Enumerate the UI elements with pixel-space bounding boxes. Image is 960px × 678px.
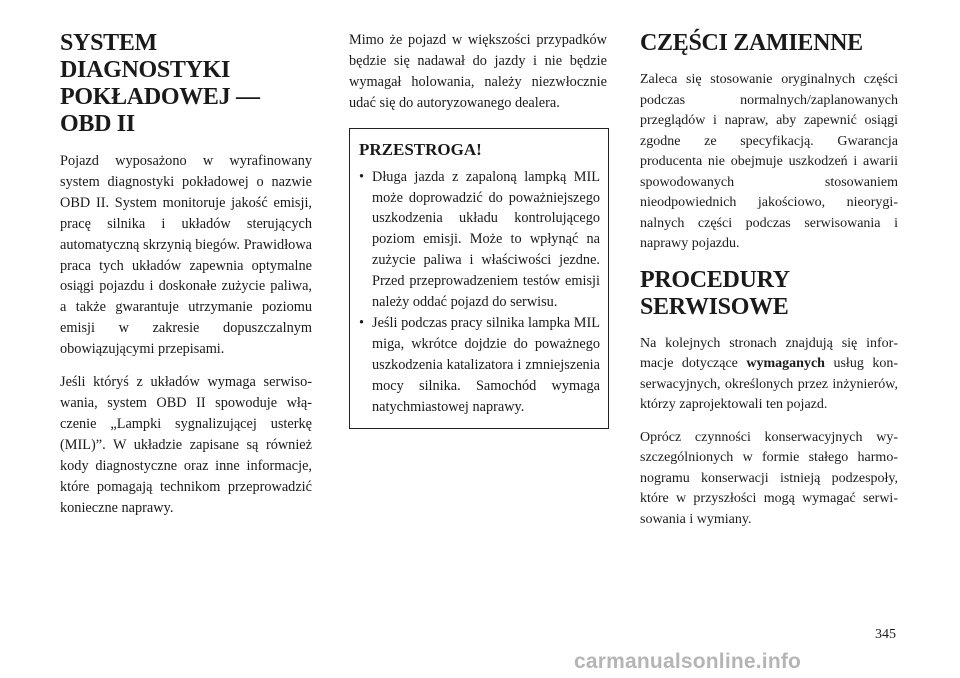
column-right	[640, 30, 898, 542]
title-line-2: POKŁADOWEJ — OBD II	[60, 84, 260, 137]
paragraph-obd-mil: Jeśli któryś z układów wymaga serwisowania, system OBD II spowoduje włączenie „Lampki sygnalizującej usterkę (MIL)”. W układzie zapisane są również kody diagnostyczne oraz inne informacje, które pomagają technikom przeprowadzić konieczne naprawy.	[60, 374, 312, 516]
section-title-procedures	[640, 267, 898, 321]
paragraph-procedures	[640, 334, 898, 416]
paragraph-obd-intro: Pojazd wyposażono w wyrafinowany system diagnostyki pokładowej o nazwie OBD II. System monitoruje jakość emisji, pracę silnika i układów sterujących automatyczną skrzynią biegów. Prawidłowa praca tych układów zapewnia optymalne osiągi pojazdu i doskonałe zużycie paliwa, a także gwarantuje utrzymanie poziomu emisji w zakresie dopuszczalnym obowiązującymi przepisami.	[60, 153, 312, 358]
caution-list	[359, 167, 600, 418]
title-line-1: PROCEDURY	[640, 266, 790, 293]
page-number: 345	[875, 627, 896, 642]
bullet-icon: •	[359, 314, 365, 331]
caution-title: PRZESTROGA!	[359, 139, 482, 159]
column-left	[60, 30, 312, 530]
title-line-2: SERWISOWE	[640, 293, 789, 320]
column-middle	[349, 30, 607, 429]
emphasis-required: wymaganych	[746, 356, 825, 371]
paragraph-components: Oprócz czynności konserwacyjnych wyszczególnionych w formie stałego harmonogramu konserwacji istnieją podzespoły, które w przyszłości mogą wymagać serwisowania i wymiany.	[640, 429, 898, 527]
paragraph-parts: Zaleca się stosowanie oryginalnych części podczas normalnych/zaplanowanych przeglądów i napraw, aby zapewnić osiągi zgodne ze specyfikacją. Gwarancja producenta nie obejmuje uszkodzeń i awarii spowodowanych stosowaniem nieodpowiednich jakościowo, nieoryginalnych części podczas serwisowania i naprawy pojazdu.	[640, 72, 898, 251]
paragraph-dealer: Mimo że pojazd w większości przypadków będzie się nadawał do jazdy i nie będzie wymagał holowania, należy niezwłocznie udać się do autoryzowanego dealera.	[349, 32, 607, 111]
caution-item-text: Jeśli podczas pracy silnika lampka MIL miga, wkrótce dojdzie do poważnego uszkodzenia katalizatora i zmniejszenia mocy silnika. Samochód wymaga natychmiastowej naprawy.	[372, 314, 600, 415]
bullet-icon: •	[359, 168, 365, 185]
text-run: usług konserwacyjnych, określonych przez inżynierów, którzy zaprojektowali ten pojazd.	[640, 356, 898, 412]
caution-box	[349, 128, 609, 429]
caution-item-text: Długa jazda z zapaloną lampką MIL może doprowadzić do poważniejszego uszkodzenia układu kontrolującego poziom emisji. Może to wpłynąć na zużycie paliwa i właściwości jezdne. Przed przeprowadzeniem testów emisji należy oddać pojazd do serwisu.	[372, 168, 600, 311]
text-run: Na kolejnych stronach znajdują się informacje dotyczące	[640, 335, 898, 371]
title-line-1: SYSTEM DIAGNOSTYKI	[60, 30, 231, 83]
section-title-parts: CZĘŚCI ZAMIENNE	[640, 30, 863, 56]
section-title-obd	[60, 30, 312, 138]
watermark: carmanualsonline.info	[574, 650, 802, 673]
caution-item	[359, 313, 600, 418]
caution-item	[359, 167, 600, 313]
